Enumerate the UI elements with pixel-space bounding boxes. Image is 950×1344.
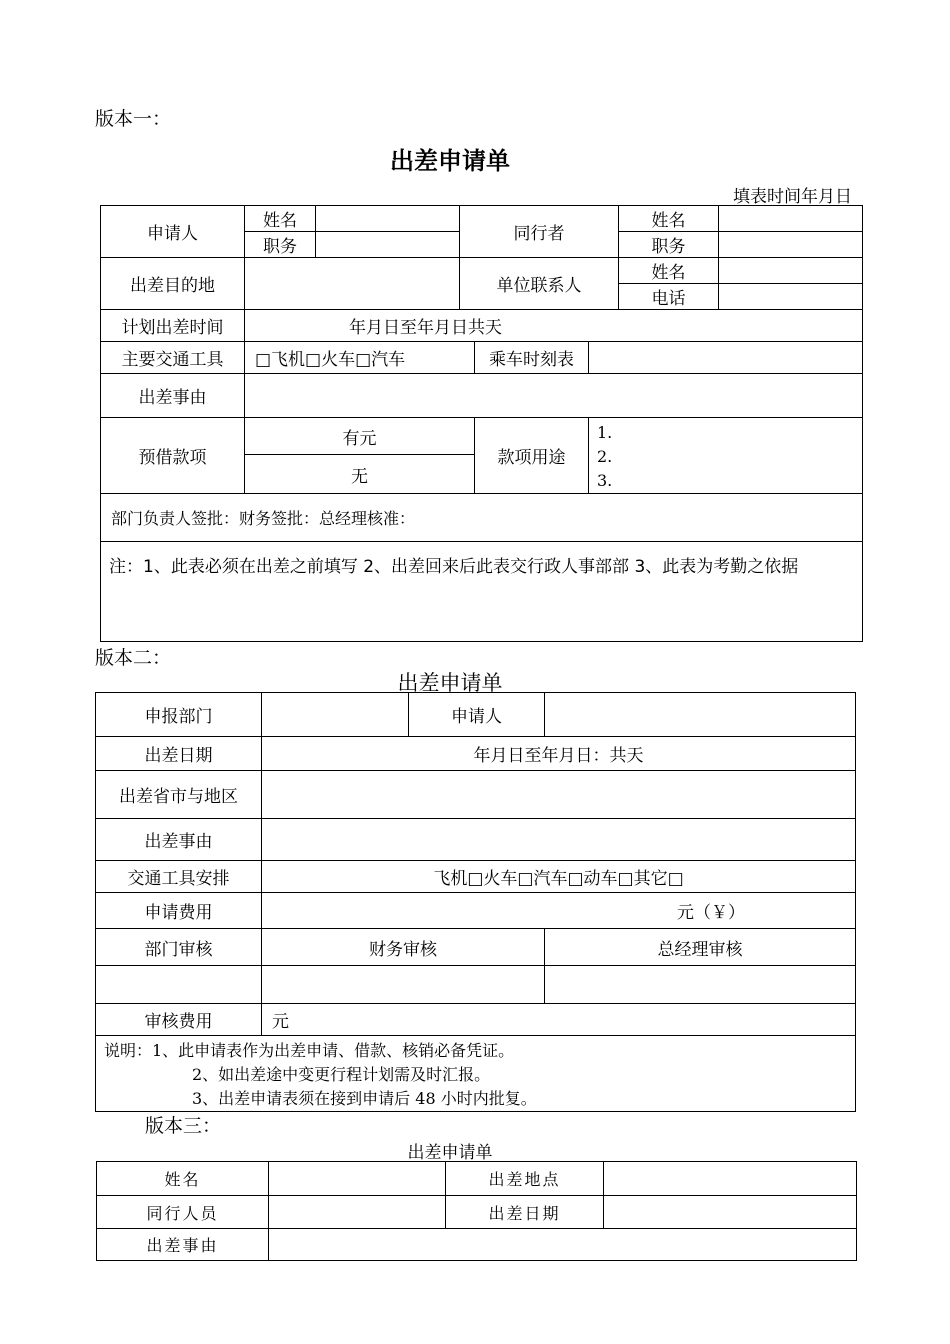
dept-field[interactable]	[262, 693, 409, 737]
version-one-label: 版本一：	[95, 108, 172, 130]
companion-name-label: 姓名	[619, 206, 719, 232]
form-title-v1: 出差申请单	[390, 147, 510, 175]
advance-label: 预借款项	[101, 418, 245, 494]
date-field-v3[interactable]	[604, 1196, 857, 1229]
phone-label: 电话	[619, 284, 719, 310]
note: 注：1、此表必须在出差之前填写 2、出差回来后此表交行政人事部部 3、此表为考勤之依据	[101, 542, 863, 642]
review-cost-value[interactable]: 元	[262, 1004, 856, 1036]
usage-item: 1.	[597, 423, 613, 442]
advance-no[interactable]: 无	[245, 455, 475, 494]
dept-label: 申报部门	[96, 693, 262, 737]
fill-time: 填表时间年月日	[733, 187, 852, 207]
reason-field-v3[interactable]	[269, 1229, 857, 1261]
position-label: 职务	[245, 232, 316, 258]
timetable-field[interactable]	[589, 342, 863, 374]
name-label-v3: 姓名	[97, 1162, 269, 1196]
explanation-line: 3、出差申请表须在接到申请后 48 小时内批复。	[192, 1089, 537, 1108]
applicant-label-v2: 申请人	[409, 693, 545, 737]
form-table-v1	[100, 205, 863, 642]
date-label-v3: 出差日期	[446, 1196, 604, 1229]
applicant-position-field[interactable]	[316, 232, 460, 258]
companions-label: 同行人员	[97, 1196, 269, 1229]
name-label: 姓名	[245, 206, 316, 232]
dept-review-field[interactable]	[96, 966, 262, 1004]
gm-review-label: 总经理审核	[545, 929, 856, 966]
form-table-v3	[96, 1161, 857, 1261]
timetable-label: 乘车时刻表	[475, 342, 589, 374]
usage-list[interactable]	[589, 418, 863, 494]
reason-label-v2: 出差事由	[96, 819, 262, 861]
date-label: 出差日期	[96, 737, 262, 771]
region-field[interactable]	[262, 771, 856, 819]
location-label: 出差地点	[446, 1162, 604, 1196]
explanation	[96, 1036, 856, 1112]
companion-position-field[interactable]	[719, 232, 863, 258]
contact-name-label: 姓名	[619, 258, 719, 284]
version-two-label: 版本二：	[95, 647, 172, 669]
destination-field[interactable]	[245, 258, 460, 310]
cost-label: 申请费用	[96, 893, 262, 929]
companion-label: 同行者	[460, 206, 619, 258]
transport-options-v2[interactable]: 飞机□火车□汽车□动车□其它□	[262, 861, 856, 893]
usage-label: 款项用途	[475, 418, 589, 494]
form-title-v2: 出差申请单	[397, 671, 503, 695]
reason-label: 出差事由	[101, 374, 245, 418]
unit-contact-label: 单位联系人	[460, 258, 619, 310]
region-label: 出差省市与地区	[96, 771, 262, 819]
planned-time-value[interactable]: 年月日至年月日共天	[245, 310, 863, 342]
applicant-name-field[interactable]	[316, 206, 460, 232]
explanation-line: 2、如出差途中变更行程计划需及时汇报。	[192, 1065, 491, 1084]
reason-field[interactable]	[245, 374, 863, 418]
advance-yes[interactable]: 有元	[245, 418, 475, 455]
planned-time-label: 计划出差时间	[101, 310, 245, 342]
version-three-label: 版本三：	[145, 1115, 222, 1137]
finance-review-label: 财务审核	[262, 929, 545, 966]
explanation-line: 说明：1、此申请表作为出差申请、借款、核销必备凭证。	[104, 1041, 515, 1060]
transport-options[interactable]: □飞机□火车□汽车	[245, 342, 475, 374]
contact-phone-field[interactable]	[719, 284, 863, 310]
cost-value[interactable]: 元（￥）	[262, 893, 856, 929]
reason-label-v3: 出差事由	[97, 1229, 269, 1261]
form-table-v2	[95, 692, 856, 1112]
dept-review-label: 部门审核	[96, 929, 262, 966]
transport-label-v2: 交通工具安排	[96, 861, 262, 893]
companion-position-label: 职务	[619, 232, 719, 258]
form-title-v3: 出差申请单	[407, 1143, 493, 1163]
transport-label: 主要交通工具	[101, 342, 245, 374]
date-value[interactable]: 年月日至年月日：共天	[262, 737, 856, 771]
gm-review-field[interactable]	[545, 966, 856, 1004]
contact-name-field[interactable]	[719, 258, 863, 284]
location-field[interactable]	[604, 1162, 857, 1196]
approvals-row[interactable]: 部门负责人签批：财务签批：总经理核准：	[101, 494, 863, 542]
review-cost-label: 审核费用	[96, 1004, 262, 1036]
name-field-v3[interactable]	[269, 1162, 446, 1196]
destination-label: 出差目的地	[101, 258, 245, 310]
companion-name-field[interactable]	[719, 206, 863, 232]
usage-item: 2.	[597, 447, 613, 466]
applicant-label: 申请人	[101, 206, 245, 258]
applicant-field-v2[interactable]	[545, 693, 856, 737]
usage-item: 3.	[597, 471, 613, 490]
reason-field-v2[interactable]	[262, 819, 856, 861]
companions-field[interactable]	[269, 1196, 446, 1229]
finance-review-field[interactable]	[262, 966, 545, 1004]
